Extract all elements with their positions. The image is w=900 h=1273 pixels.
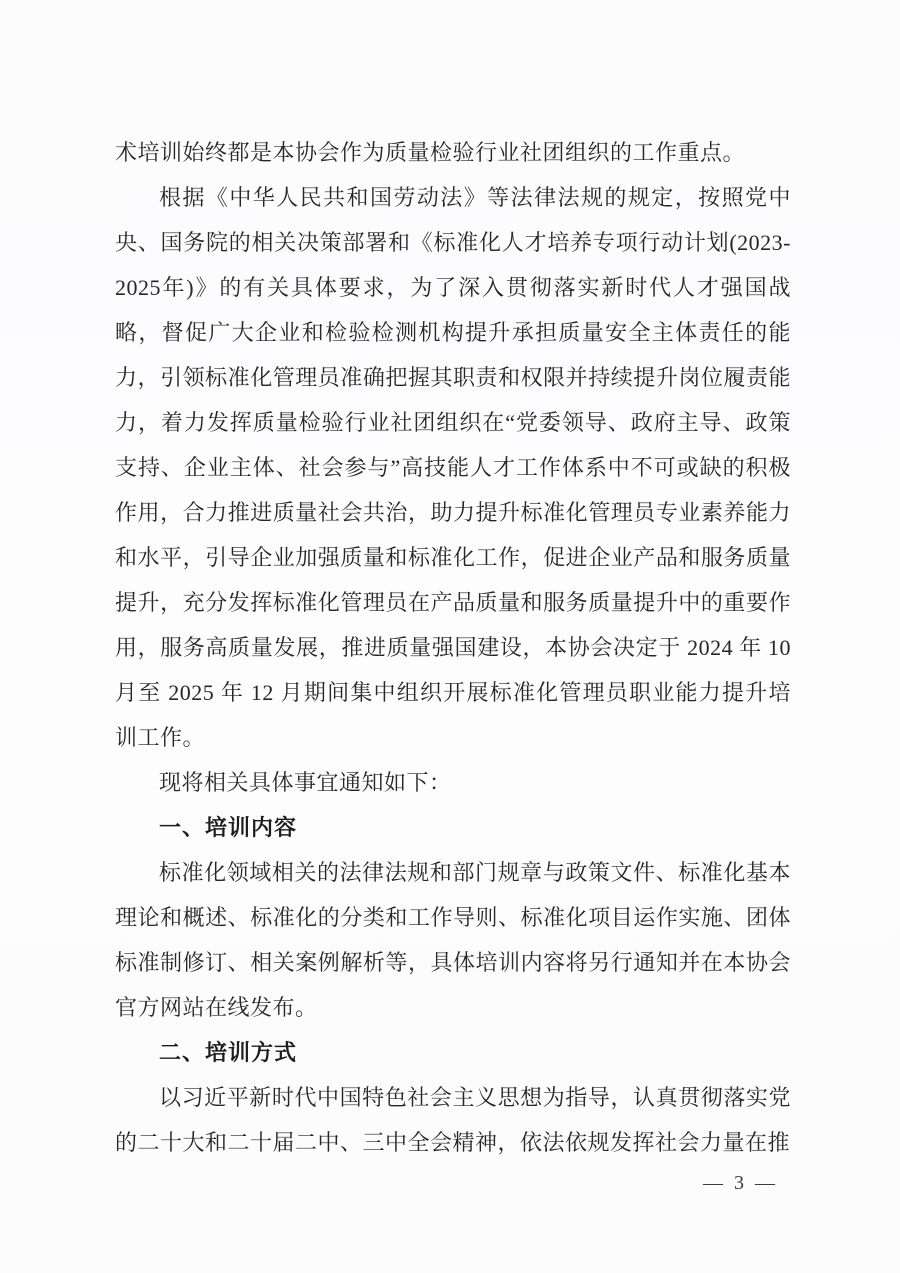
section-heading: 二、培训方式 <box>159 1040 298 1065</box>
paragraph: 术培训始终都是本协会作为质量检验行业社团组织的工作重点。 <box>115 140 746 165</box>
document-body <box>115 130 791 1165</box>
paragraph: 现将相关具体事宜通知如下： <box>159 770 452 795</box>
page-number: — 3 — <box>703 1172 778 1194</box>
paragraph: 以习近平新时代中国特色社会主义思想为指导，认真贯彻落实党的二十大和二十届二中、三中全会精神，依法依规发挥社会力量在推 <box>115 1085 791 1155</box>
section-heading: 一、培训内容 <box>159 815 298 840</box>
paragraph: 根据《中华人民共和国劳动法》等法律法规的规定，按照党中央、国务院的相关决策部署和《标准化人才培养专项行动计划(2023-2025年)》的有关具体要求，为了深入贯彻落实新时代人才强国战略，督促广大企业和检验检测机构提升承担质量安全主体责任的能力，引领标准化管理员准确把握其职责和权限并持续提升岗位履责能力，着力发挥质量检验行业社团组织在“党委领导、政府主导、政策支持、企业主体、社会参与”高技能人才工作体系中不可或缺的积极作用，合力推进质量社会共治，助力提升标准化管理员专业素养能力和水平，引导企业加强质量和标准化工作，促进企业产品和服务质量提升，充分发挥标准化管理员在产品质量和服务质量提升中的重要作用，服务高质量发展，推进质量强国建设，本协会决定于 2024 年 10 月至 2025 年 12 月期间集中组织开展标准化管理员职业能力提升培训工作。 <box>115 185 792 750</box>
paragraph: 标准化领域相关的法律法规和部门规章与政策文件、标准化基本理论和概述、标准化的分类和工作导则、标准化项目运作实施、团体标准制修订、相关案例解析等，具体培训内容将另行通知并在本协会官方网站在线发布。 <box>115 860 791 1020</box>
